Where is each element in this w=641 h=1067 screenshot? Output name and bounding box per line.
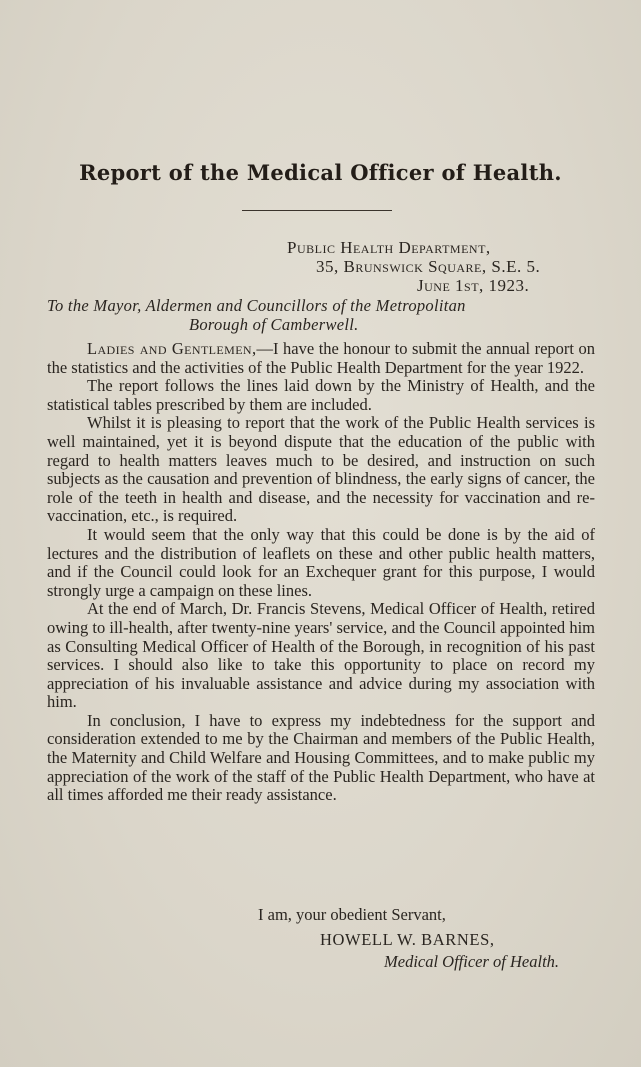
closing-line: I am, your obedient Servant, bbox=[258, 905, 446, 924]
addressee-line-2: Borough of Camberwell. bbox=[189, 315, 359, 334]
address-street: 35, Brunswick Square, S.E. 5. bbox=[316, 257, 541, 276]
paragraph-5: At the end of March, Dr. Francis Stevens, Medical Officer of Health, retired owing to ill-health, after twenty-nine years' service, and the Council appointed him as Consulting Medical Officer of Health of the Borough, in recognition of his past services. I should also like to take this opportunity to place on record my appreciation of his invaluable assistance and advice during my association with him. bbox=[47, 599, 595, 712]
paragraph-1-text: —I have the honour to submit the annual report on the statistics and the activities of the Public Health Department for the year 1922. bbox=[47, 339, 595, 377]
paragraph-2: The report follows the lines laid down by the Ministry of Health, and the statistical tables prescribed by them are included. bbox=[47, 376, 595, 414]
paragraph-1 bbox=[47, 340, 595, 377]
paragraph-6: In conclusion, I have to express my indebtedness for the support and consideration extended to me by the Chairman and members of the Public Health, the Maternity and Child Welfare and Housing Committees, and to make public my appreciation of the work of the staff of the Public Health Department, who have at all times afforded me their ready assistance. bbox=[47, 710, 595, 805]
signature-title: Medical Officer of Health. bbox=[384, 952, 560, 971]
title-divider bbox=[242, 210, 392, 211]
address-department: Public Health Department, bbox=[287, 238, 491, 257]
report-title: Report of the Medical Officer of Health. bbox=[79, 160, 562, 185]
addressee-line-1: To the Mayor, Aldermen and Councillors of the Metropolitan bbox=[47, 296, 466, 315]
paragraph-3: Whilst it is pleasing to report that the work of the Public Health services is well maintained, yet it is beyond dispute that the education of the public with regard to health matters leaves much to be desired, and instruction on such subjects as the causation and prevention of blindness, the early signs of cancer, the role of the teeth in health and disease, and the necessity for vaccination and re-vaccination, etc., is required. bbox=[47, 413, 595, 526]
greeting: Ladies and Gentlemen, bbox=[87, 339, 257, 358]
paragraph-4: It would seem that the only way that this could be done is by the aid of lectures and the distribution of leaflets on these and other public health matters, and if the Council could look for an Exchequer grant for this purpose, I would strongly urge a campaign on these lines. bbox=[47, 524, 595, 600]
signature-name: HOWELL W. BARNES, bbox=[320, 930, 495, 949]
address-date: June 1st, 1923. bbox=[417, 276, 530, 295]
letter-body bbox=[47, 340, 595, 805]
